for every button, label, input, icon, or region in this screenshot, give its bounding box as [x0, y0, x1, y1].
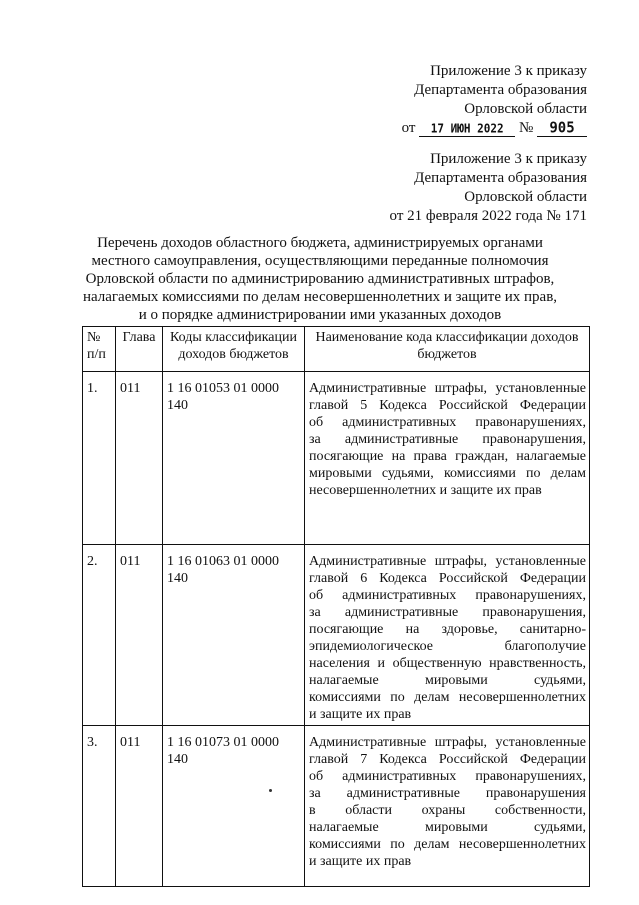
description-line: эпидемиологическое благополучие — [309, 639, 586, 654]
description-line: налагаемые мировыми судьями, — [309, 820, 586, 835]
appendix-current-line1: Приложение 3 к приказу — [430, 63, 587, 79]
appendix-current-line2: Департамента образования — [414, 82, 587, 98]
description-line: за административные правонарушения, — [309, 432, 586, 447]
appendix-original-line4: от 21 февраля 2022 года № 171 — [389, 208, 587, 224]
description-line: посягающие на права граждан, налагаемые — [309, 449, 586, 464]
row-num: 3. — [83, 726, 116, 887]
description-line: несовершеннолетних и защите их прав — [309, 483, 542, 498]
description-line: налагаемые мировыми судьями, — [309, 673, 586, 688]
table-header-row — [83, 327, 590, 372]
title-line3: Орловской области по администрированию административных штрафов, — [85, 271, 555, 287]
row-num: 1. — [83, 372, 116, 545]
table-row — [83, 726, 590, 887]
document-title — [80, 234, 560, 324]
row-description — [305, 545, 590, 726]
description-line: об административных правонарушениях, — [309, 415, 586, 430]
number-label: № — [518, 120, 534, 136]
row-chapter: 011 — [116, 545, 163, 726]
description-line: мировыми судьями, комиссиями по делам — [309, 466, 586, 481]
header-name: Наименование кода классификации доходов бюджетов — [305, 327, 590, 372]
title-line2: местного самоуправления, осуществляющими переданные полномочия — [91, 253, 549, 269]
title-line5: и о порядке администрировании ими указанных доходов — [138, 307, 502, 323]
description-line: посягающие на здоровье, санитарно- — [309, 622, 586, 637]
description-line: Административные штрафы, установленные — [309, 735, 586, 750]
description-line: и защите их прав — [309, 854, 412, 869]
row-code: 1 16 01063 01 0000 140 — [163, 545, 305, 726]
description-line: Административные штрафы, установленные — [309, 381, 586, 396]
description-line: за административные правонарушения, — [309, 605, 586, 620]
table-row — [83, 372, 590, 545]
description-line: главой 6 Кодекса Российской Федерации — [309, 571, 586, 586]
description-line: главой 5 Кодекса Российской Федерации — [309, 398, 586, 413]
description-line: комиссиями по делам несовершеннолетних — [309, 690, 586, 705]
appendix-current-line3: Орловской области — [464, 101, 587, 117]
appendix-original-line1: Приложение 3 к приказу — [430, 151, 587, 167]
appendix-original-line3: Орловской области — [464, 189, 587, 205]
row-code: 1 16 01073 01 0000 140 — [163, 726, 305, 887]
row-description — [305, 372, 590, 545]
description-line: за административные правонарушения — [309, 786, 586, 801]
table-row — [83, 545, 590, 726]
appendix-original-block — [390, 150, 587, 226]
handwritten-number — [537, 121, 587, 137]
title-line4: налагаемых комиссиями по делам несовершеннолетних и защите их прав, — [82, 289, 558, 305]
title-line1: Перечень доходов областного бюджета, администрируемых органами — [97, 235, 543, 251]
handwritten-date — [419, 121, 515, 137]
row-chapter: 011 — [116, 372, 163, 545]
description-line: в области охраны собственности, — [309, 803, 586, 818]
appendix-current-block — [402, 62, 587, 138]
row-num: 2. — [83, 545, 116, 726]
appendix-original-line2: Департамента образования — [414, 170, 587, 186]
description-line: Административные штрафы, установленные — [309, 554, 586, 569]
description-line: об административных правонарушениях, — [309, 769, 586, 784]
description-line: и защите их прав — [309, 707, 412, 722]
scan-speck — [269, 789, 272, 792]
header-chapter: Глава — [116, 327, 163, 372]
description-line: населения и общественную нравственность, — [309, 656, 586, 671]
row-code: 1 16 01053 01 0000 140 — [163, 372, 305, 545]
appendix-current-date-line — [402, 119, 587, 138]
header-codes: Коды классификации доходов бюджетов — [163, 327, 305, 372]
row-description — [305, 726, 590, 887]
header-num: № п/п — [83, 327, 116, 372]
revenue-codes-table — [82, 326, 590, 887]
handwritten-date-text: 17 ИЮН 2022 — [430, 121, 504, 136]
handwritten-number-text: 905 — [549, 119, 575, 137]
from-label: от — [401, 120, 416, 136]
description-line: комиссиями по делам несовершеннолетних — [309, 837, 586, 852]
row-chapter: 011 — [116, 726, 163, 887]
description-line: об административных правонарушениях, — [309, 588, 586, 603]
description-line: главой 7 Кодекса Российской Федерации — [309, 752, 586, 767]
